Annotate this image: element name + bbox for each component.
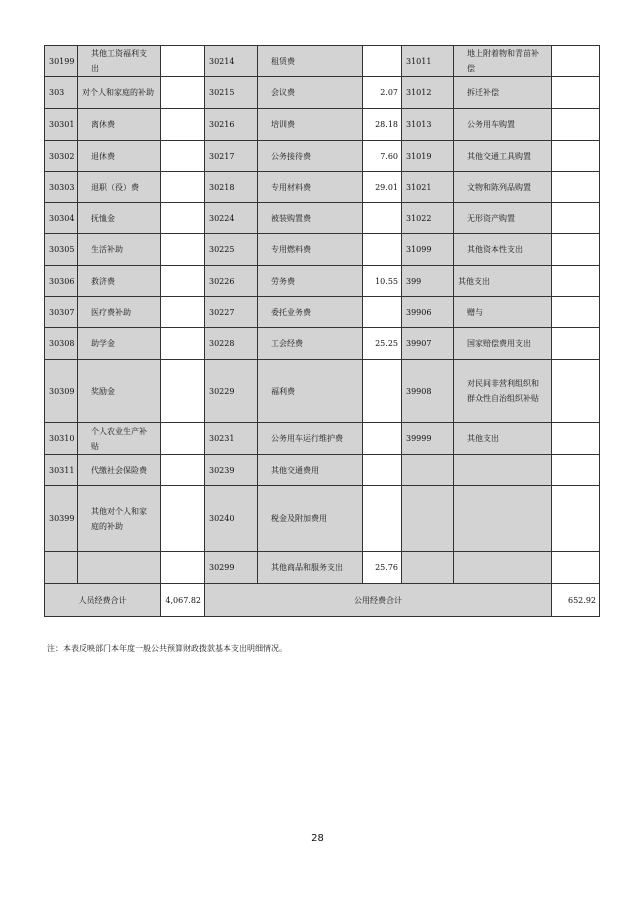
amount-cell — [161, 297, 205, 328]
item-name-cell: 对个人和家庭的补助 — [78, 77, 161, 109]
item-name-cell: 抚恤金 — [78, 203, 161, 234]
item-name-cell: 工会经费 — [258, 328, 363, 360]
amount-cell — [161, 141, 205, 172]
item-name-cell: 国家赔偿费用支出 — [454, 328, 552, 360]
public-total-label: 公用经费合计 — [205, 584, 552, 617]
item-name-cell: 其他对个人和家庭的补助 — [78, 486, 161, 552]
code-cell: 399 — [402, 266, 454, 297]
code-cell: 30306 — [45, 266, 78, 297]
item-name-cell: 文物和陈列品购置 — [454, 172, 552, 203]
code-cell: 30311 — [45, 455, 78, 486]
item-name-cell: 培训费 — [258, 109, 363, 141]
code-cell: 31013 — [402, 109, 454, 141]
code-cell: 303 — [45, 77, 78, 109]
code-cell: 30214 — [205, 46, 258, 77]
table-footnote: 注：本表反映部门本年度一般公共预算财政拨款基本支出明细情况。 — [47, 644, 287, 653]
code-cell: 30305 — [45, 234, 78, 266]
item-name-cell: 助学金 — [78, 328, 161, 360]
item-name-cell — [78, 552, 161, 584]
item-name-cell — [454, 455, 552, 486]
code-cell: 30217 — [205, 141, 258, 172]
item-name-cell: 税金及附加费用 — [258, 486, 363, 552]
code-cell: 30215 — [205, 77, 258, 109]
amount-cell — [552, 46, 600, 77]
amount-cell — [552, 486, 600, 552]
table-row — [45, 203, 600, 234]
item-name-cell: 劳务费 — [258, 266, 363, 297]
item-name-cell: 奖励金 — [78, 360, 161, 423]
table-row — [45, 234, 600, 266]
item-name-cell: 对民间非营利组织和群众性自治组织补贴 — [454, 360, 552, 423]
item-name-cell: 赠与 — [454, 297, 552, 328]
code-cell — [45, 552, 78, 584]
item-name-cell: 公务接待费 — [258, 141, 363, 172]
code-cell: 31021 — [402, 172, 454, 203]
item-name-cell: 其他工资福利支出 — [78, 46, 161, 77]
code-cell: 30302 — [45, 141, 78, 172]
item-name-cell: 会议费 — [258, 77, 363, 109]
table-row — [45, 423, 600, 455]
table-row — [45, 297, 600, 328]
item-name-cell: 其他支出 — [454, 266, 552, 297]
code-cell: 30229 — [205, 360, 258, 423]
code-cell: 30225 — [205, 234, 258, 266]
amount-cell — [552, 455, 600, 486]
code-cell: 30231 — [205, 423, 258, 455]
table-row — [45, 486, 600, 552]
item-name-cell: 福利费 — [258, 360, 363, 423]
amount-cell — [161, 328, 205, 360]
amount-cell — [161, 234, 205, 266]
table-row — [45, 46, 600, 77]
item-name-cell: 其他商品和服务支出 — [258, 552, 363, 584]
item-name-cell — [454, 486, 552, 552]
amount-cell: 29.01 — [363, 172, 402, 203]
amount-cell: 28.18 — [363, 109, 402, 141]
amount-cell — [552, 423, 600, 455]
code-cell: 30199 — [45, 46, 78, 77]
amount-cell — [161, 455, 205, 486]
table-row — [45, 109, 600, 141]
code-cell: 39999 — [402, 423, 454, 455]
amount-cell — [161, 109, 205, 141]
page-number: 28 — [311, 833, 324, 844]
amount-cell — [363, 297, 402, 328]
amount-cell — [552, 203, 600, 234]
amount-cell — [552, 552, 600, 584]
code-cell: 30216 — [205, 109, 258, 141]
table-row — [45, 455, 600, 486]
amount-cell — [161, 46, 205, 77]
code-cell: 31011 — [402, 46, 454, 77]
amount-cell — [363, 486, 402, 552]
code-cell: 30303 — [45, 172, 78, 203]
item-name-cell: 代缴社会保险费 — [78, 455, 161, 486]
code-cell: 30304 — [45, 203, 78, 234]
personnel-total-label: 人员经费合计 — [45, 584, 161, 617]
item-name-cell: 个人农业生产补贴 — [78, 423, 161, 455]
item-name-cell: 租赁费 — [258, 46, 363, 77]
code-cell: 30399 — [45, 486, 78, 552]
amount-cell — [552, 266, 600, 297]
code-cell: 30310 — [45, 423, 78, 455]
amount-cell — [161, 77, 205, 109]
amount-cell — [552, 172, 600, 203]
item-name-cell: 公务用车运行维护费 — [258, 423, 363, 455]
item-name-cell — [454, 552, 552, 584]
item-name-cell: 医疗费补助 — [78, 297, 161, 328]
code-cell: 39907 — [402, 328, 454, 360]
code-cell — [402, 552, 454, 584]
code-cell: 30224 — [205, 203, 258, 234]
amount-cell — [363, 203, 402, 234]
item-name-cell: 其他交通费用 — [258, 455, 363, 486]
item-name-cell: 被装购置费 — [258, 203, 363, 234]
amount-cell — [552, 297, 600, 328]
item-name-cell: 退休费 — [78, 141, 161, 172]
totals-row — [45, 584, 600, 617]
code-cell — [402, 455, 454, 486]
table-row — [45, 141, 600, 172]
amount-cell: 2.07 — [363, 77, 402, 109]
amount-cell — [363, 360, 402, 423]
table-row — [45, 172, 600, 203]
amount-cell — [161, 423, 205, 455]
item-name-cell: 委托业务费 — [258, 297, 363, 328]
table-row — [45, 552, 600, 584]
code-cell: 30308 — [45, 328, 78, 360]
amount-cell — [161, 266, 205, 297]
expenditure-detail-table — [44, 45, 600, 617]
amount-cell: 7.60 — [363, 141, 402, 172]
amount-cell — [552, 328, 600, 360]
amount-cell — [552, 141, 600, 172]
code-cell: 30240 — [205, 486, 258, 552]
code-cell: 39908 — [402, 360, 454, 423]
amount-cell — [363, 455, 402, 486]
item-name-cell: 救济费 — [78, 266, 161, 297]
code-cell: 30226 — [205, 266, 258, 297]
amount-cell: 25.76 — [363, 552, 402, 584]
table-row — [45, 77, 600, 109]
code-cell: 31012 — [402, 77, 454, 109]
table-body — [45, 46, 600, 617]
amount-cell — [363, 423, 402, 455]
item-name-cell: 拆迁补偿 — [454, 77, 552, 109]
table-row — [45, 328, 600, 360]
item-name-cell: 其他交通工具购置 — [454, 141, 552, 172]
code-cell — [402, 486, 454, 552]
amount-cell — [161, 360, 205, 423]
table-row — [45, 266, 600, 297]
public-total-value: 652.92 — [552, 584, 600, 617]
code-cell: 30307 — [45, 297, 78, 328]
personnel-total-value: 4,067.82 — [161, 584, 205, 617]
amount-cell — [363, 46, 402, 77]
amount-cell — [363, 234, 402, 266]
item-name-cell: 退职（役）费 — [78, 172, 161, 203]
table-row — [45, 360, 600, 423]
code-cell: 39906 — [402, 297, 454, 328]
code-cell: 30239 — [205, 455, 258, 486]
item-name-cell: 专用材料费 — [258, 172, 363, 203]
amount-cell — [552, 109, 600, 141]
code-cell: 31099 — [402, 234, 454, 266]
amount-cell — [161, 172, 205, 203]
item-name-cell: 地上附着物和青苗补偿 — [454, 46, 552, 77]
amount-cell — [161, 552, 205, 584]
amount-cell — [161, 203, 205, 234]
code-cell: 30228 — [205, 328, 258, 360]
item-name-cell: 其他支出 — [454, 423, 552, 455]
code-cell: 31019 — [402, 141, 454, 172]
amount-cell — [552, 360, 600, 423]
item-name-cell: 其他资本性支出 — [454, 234, 552, 266]
item-name-cell: 公务用车购置 — [454, 109, 552, 141]
code-cell: 30301 — [45, 109, 78, 141]
code-cell: 30227 — [205, 297, 258, 328]
code-cell: 31022 — [402, 203, 454, 234]
item-name-cell: 离休费 — [78, 109, 161, 141]
amount-cell: 10.55 — [363, 266, 402, 297]
amount-cell — [161, 486, 205, 552]
item-name-cell: 无形资产购置 — [454, 203, 552, 234]
code-cell: 30218 — [205, 172, 258, 203]
item-name-cell: 生活补助 — [78, 234, 161, 266]
amount-cell: 25.25 — [363, 328, 402, 360]
code-cell: 30309 — [45, 360, 78, 423]
item-name-cell: 专用燃料费 — [258, 234, 363, 266]
amount-cell — [552, 234, 600, 266]
amount-cell — [552, 77, 600, 109]
code-cell: 30299 — [205, 552, 258, 584]
